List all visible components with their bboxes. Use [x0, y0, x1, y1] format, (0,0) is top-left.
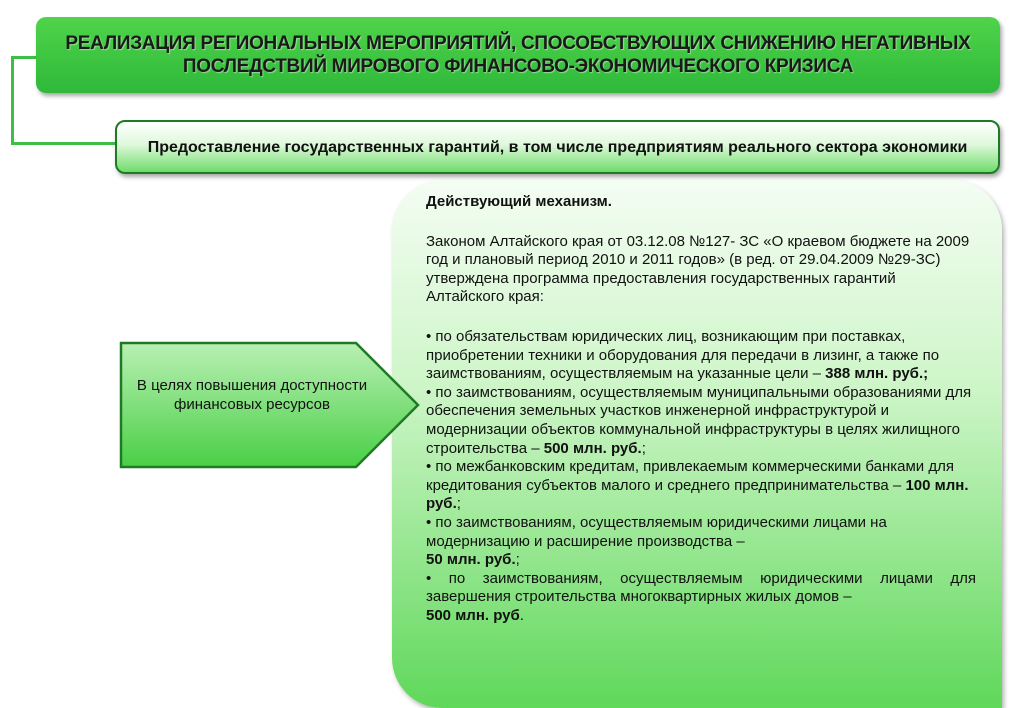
- list-item: • по межбанковским кредитам, привлекаемым коммерческими банками для кредитования субъектов малого и среднего предпринимательства – 100 млн. руб.;: [426, 458, 969, 513]
- page-title: РЕАЛИЗАЦИЯ РЕГИОНАЛЬНЫХ МЕРОПРИЯТИЙ, СПОСОБСТВУЮЩИХ СНИЖЕНИЮ НЕГАТИВНЫХ ПОСЛЕДСТВИЙ МИРОВОГО ФИНАНСОВО-ЭКОНОМИЧЕСКОГО КРИЗИСА: [65, 33, 971, 77]
- mechanism-intro: Законом Алтайского края от 03.12.08 №127- ЗС «О краевом бюджете на 2009 год и плановый период 2010 и 2011 годов» (в ред. от 29.04.2009 №29-ЗС) утверждена программа предоставления государственных гарантий Алтайского края:: [426, 232, 970, 306]
- mechanism-text: [426, 193, 976, 625]
- mechanism-heading: Действующий механизм.: [426, 193, 612, 210]
- list-item: • по заимствованиям, осуществляемым муниципальными образованиями для обеспечения земельных участков инженерной инфраструктурой и модернизации объектов коммунальной инфраструктуры в целях жилищного строительства – 500 млн. руб.;: [426, 383, 972, 457]
- goal-arrow: [118, 340, 423, 470]
- title-banner: [36, 17, 1000, 93]
- list-item: • по заимствованиям, осуществляемым юридическими лицами на модернизацию и расширение производства – 50 млн. руб.;: [426, 513, 887, 569]
- subtitle: Предоставление государственных гарантий, в том числе предприятиям реального сектора экономики: [147, 138, 968, 156]
- list-item: • по обязательствам юридических лиц, возникающим при поставках, приобретении техники и оборудования для передачи в лизинг, а также по заимствованиям, осуществляемым на указанные цели – 388 млн. руб.;: [426, 327, 940, 383]
- subtitle-banner: [115, 120, 1000, 174]
- list-item: • по заимствованиям, осуществляемым юридическими лицами для завершения строительства многоквартирных жилых домов – 500 млн. руб.: [426, 569, 976, 624]
- goal-text: В целях повышения доступности финансовых ресурсов: [136, 377, 368, 413]
